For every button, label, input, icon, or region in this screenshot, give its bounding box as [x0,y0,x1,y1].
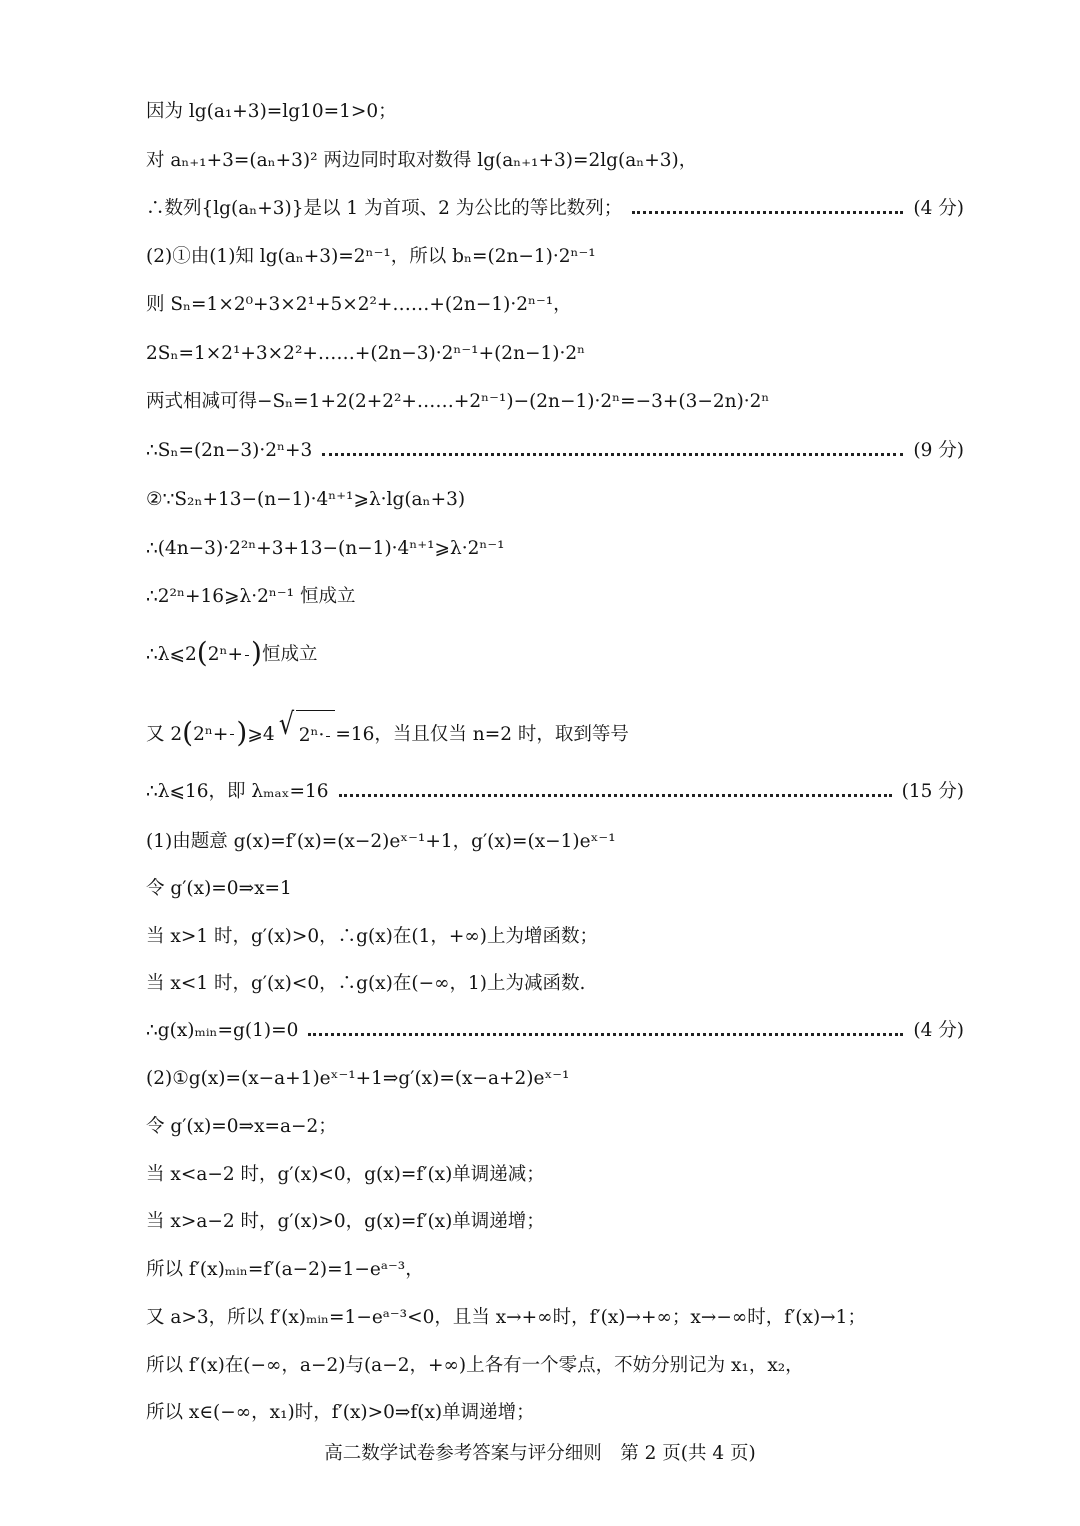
solution-line-fraction: ∴λ⩽2 ( 2ⁿ+ ) 恒成立 [146,632,964,678]
score-label: (15 分) [901,781,964,802]
solution-line: 又 a>3，所以 f′(x)ₘᵢₙ=1−eᵃ⁻³<0，且当 x→+∞时，f′(x)→+∞；x→−∞时，f′(x)→1； [146,1307,866,1328]
solution-line: 2Sₙ=1×2¹+3×2²+……+(2n−3)·2ⁿ⁻¹+(2n−1)·2ⁿ [146,343,586,364]
solution-line: 因为 lg(a₁+3)=lg10=1>0； [146,101,397,122]
leader-dots [339,794,892,797]
close-paren: ) [236,715,248,749]
solution-line-fraction: 又 2 ( 2ⁿ+ ) ⩾4 √ 2ⁿ· =16，当且仅当 n=2 时，取到等号 [146,710,964,759]
solution-line: 两式相减可得−Sₙ=1+2(2+2²+……+2ⁿ⁻¹)−(2n−1)·2ⁿ=−3+(3−2n)·2ⁿ [146,391,770,412]
close-paren: ) [251,636,262,669]
leader-dots [308,1033,903,1036]
leader-dots [632,211,903,214]
solution-line: 令 g′(x)=0⇒x=a−2； [146,1116,337,1137]
fraction [326,736,330,737]
solution-line: 对 aₙ₊₁+3=(aₙ+3)² 两边同时取对数得 lg(aₙ₊₁+3)=2lg(aₙ+3)， [146,150,698,171]
solution-line: (2)①由(1)知 lg(aₙ+3)=2ⁿ⁻¹，所以 bₙ=(2n−1)·2ⁿ⁻¹ [146,246,596,267]
solution-line: ∴2²ⁿ+16⩾λ·2ⁿ⁻¹ 恒成立 [146,586,356,607]
solution-line: 当 x<a−2 时，g′(x)<0，g(x)=f′(x)单调递减； [146,1164,545,1185]
score-label: (4 分) [913,198,964,219]
fraction [245,655,249,656]
radical-sign: √ [278,707,294,742]
solution-line: 所以 f′(x)在(−∞，a−2)与(a−2，+∞)上各有一个零点，不妨分别记为 x₁，x₂， [146,1355,804,1376]
solution-line: 当 x>1 时，g′(x)>0，∴g(x)在(1，+∞)上为增函数； [146,926,598,947]
solution-line: ②∵S₂ₙ+13−(n−1)·4ⁿ⁺¹⩾λ·lg(aₙ+3) [146,489,466,510]
solution-line-scored: ∴λ⩽16，即 λₘₐₓ=16 (15 分) [146,778,964,806]
solution-line: 所以 f′(x)ₘᵢₙ=f′(a−2)=1−eᵃ⁻³， [146,1259,424,1280]
solution-line: (2)①g(x)=(x−a+1)eˣ⁻¹+1⇒g′(x)=(x−a+2)eˣ⁻¹ [146,1068,570,1089]
score-label: (9 分) [913,440,964,461]
solution-line: (1)由题意 g(x)=f′(x)=(x−2)eˣ⁻¹+1，g′(x)=(x−1)eˣ⁻¹ [146,831,616,852]
page-footer: 高二数学试卷参考答案与评分细则 第 2 页(共 4 页) [324,1443,756,1464]
solution-line: 令 g′(x)=0⇒x=1 [146,878,292,899]
fraction [230,734,234,735]
score-label: (4 分) [913,1020,964,1041]
solution-line-scored: ∴Sₙ=(2n−3)·2ⁿ+3 (9 分) [146,437,964,465]
solution-line: 当 x<1 时，g′(x)<0，∴g(x)在(−∞，1)上为减函数. [146,973,586,994]
open-paren: ( [196,636,208,669]
open-paren: ( [182,715,194,749]
solution-line: 当 x>a−2 时，g′(x)>0，g(x)=f′(x)单调递增； [146,1211,545,1232]
solution-line-scored: ∴数列{lg(aₙ+3)}是以 1 为首项、2 为公比的等比数列； (4 分) [146,195,964,223]
solution-line-scored: ∴g(x)ₘᵢₙ=g(1)=0 (4 分) [146,1017,964,1045]
solution-line: ∴(4n−3)·2²ⁿ+3+13−(n−1)·4ⁿ⁺¹⩾λ·2ⁿ⁻¹ [146,538,505,559]
leader-dots [322,453,903,456]
square-root: √ 2ⁿ· [277,710,336,759]
solution-line: 则 Sₙ=1×2⁰+3×2¹+5×2²+……+(2n−1)·2ⁿ⁻¹， [146,294,572,315]
solution-line: 所以 x∈(−∞，x₁)时，f′(x)>0⇒f(x)单调递增； [146,1402,535,1423]
